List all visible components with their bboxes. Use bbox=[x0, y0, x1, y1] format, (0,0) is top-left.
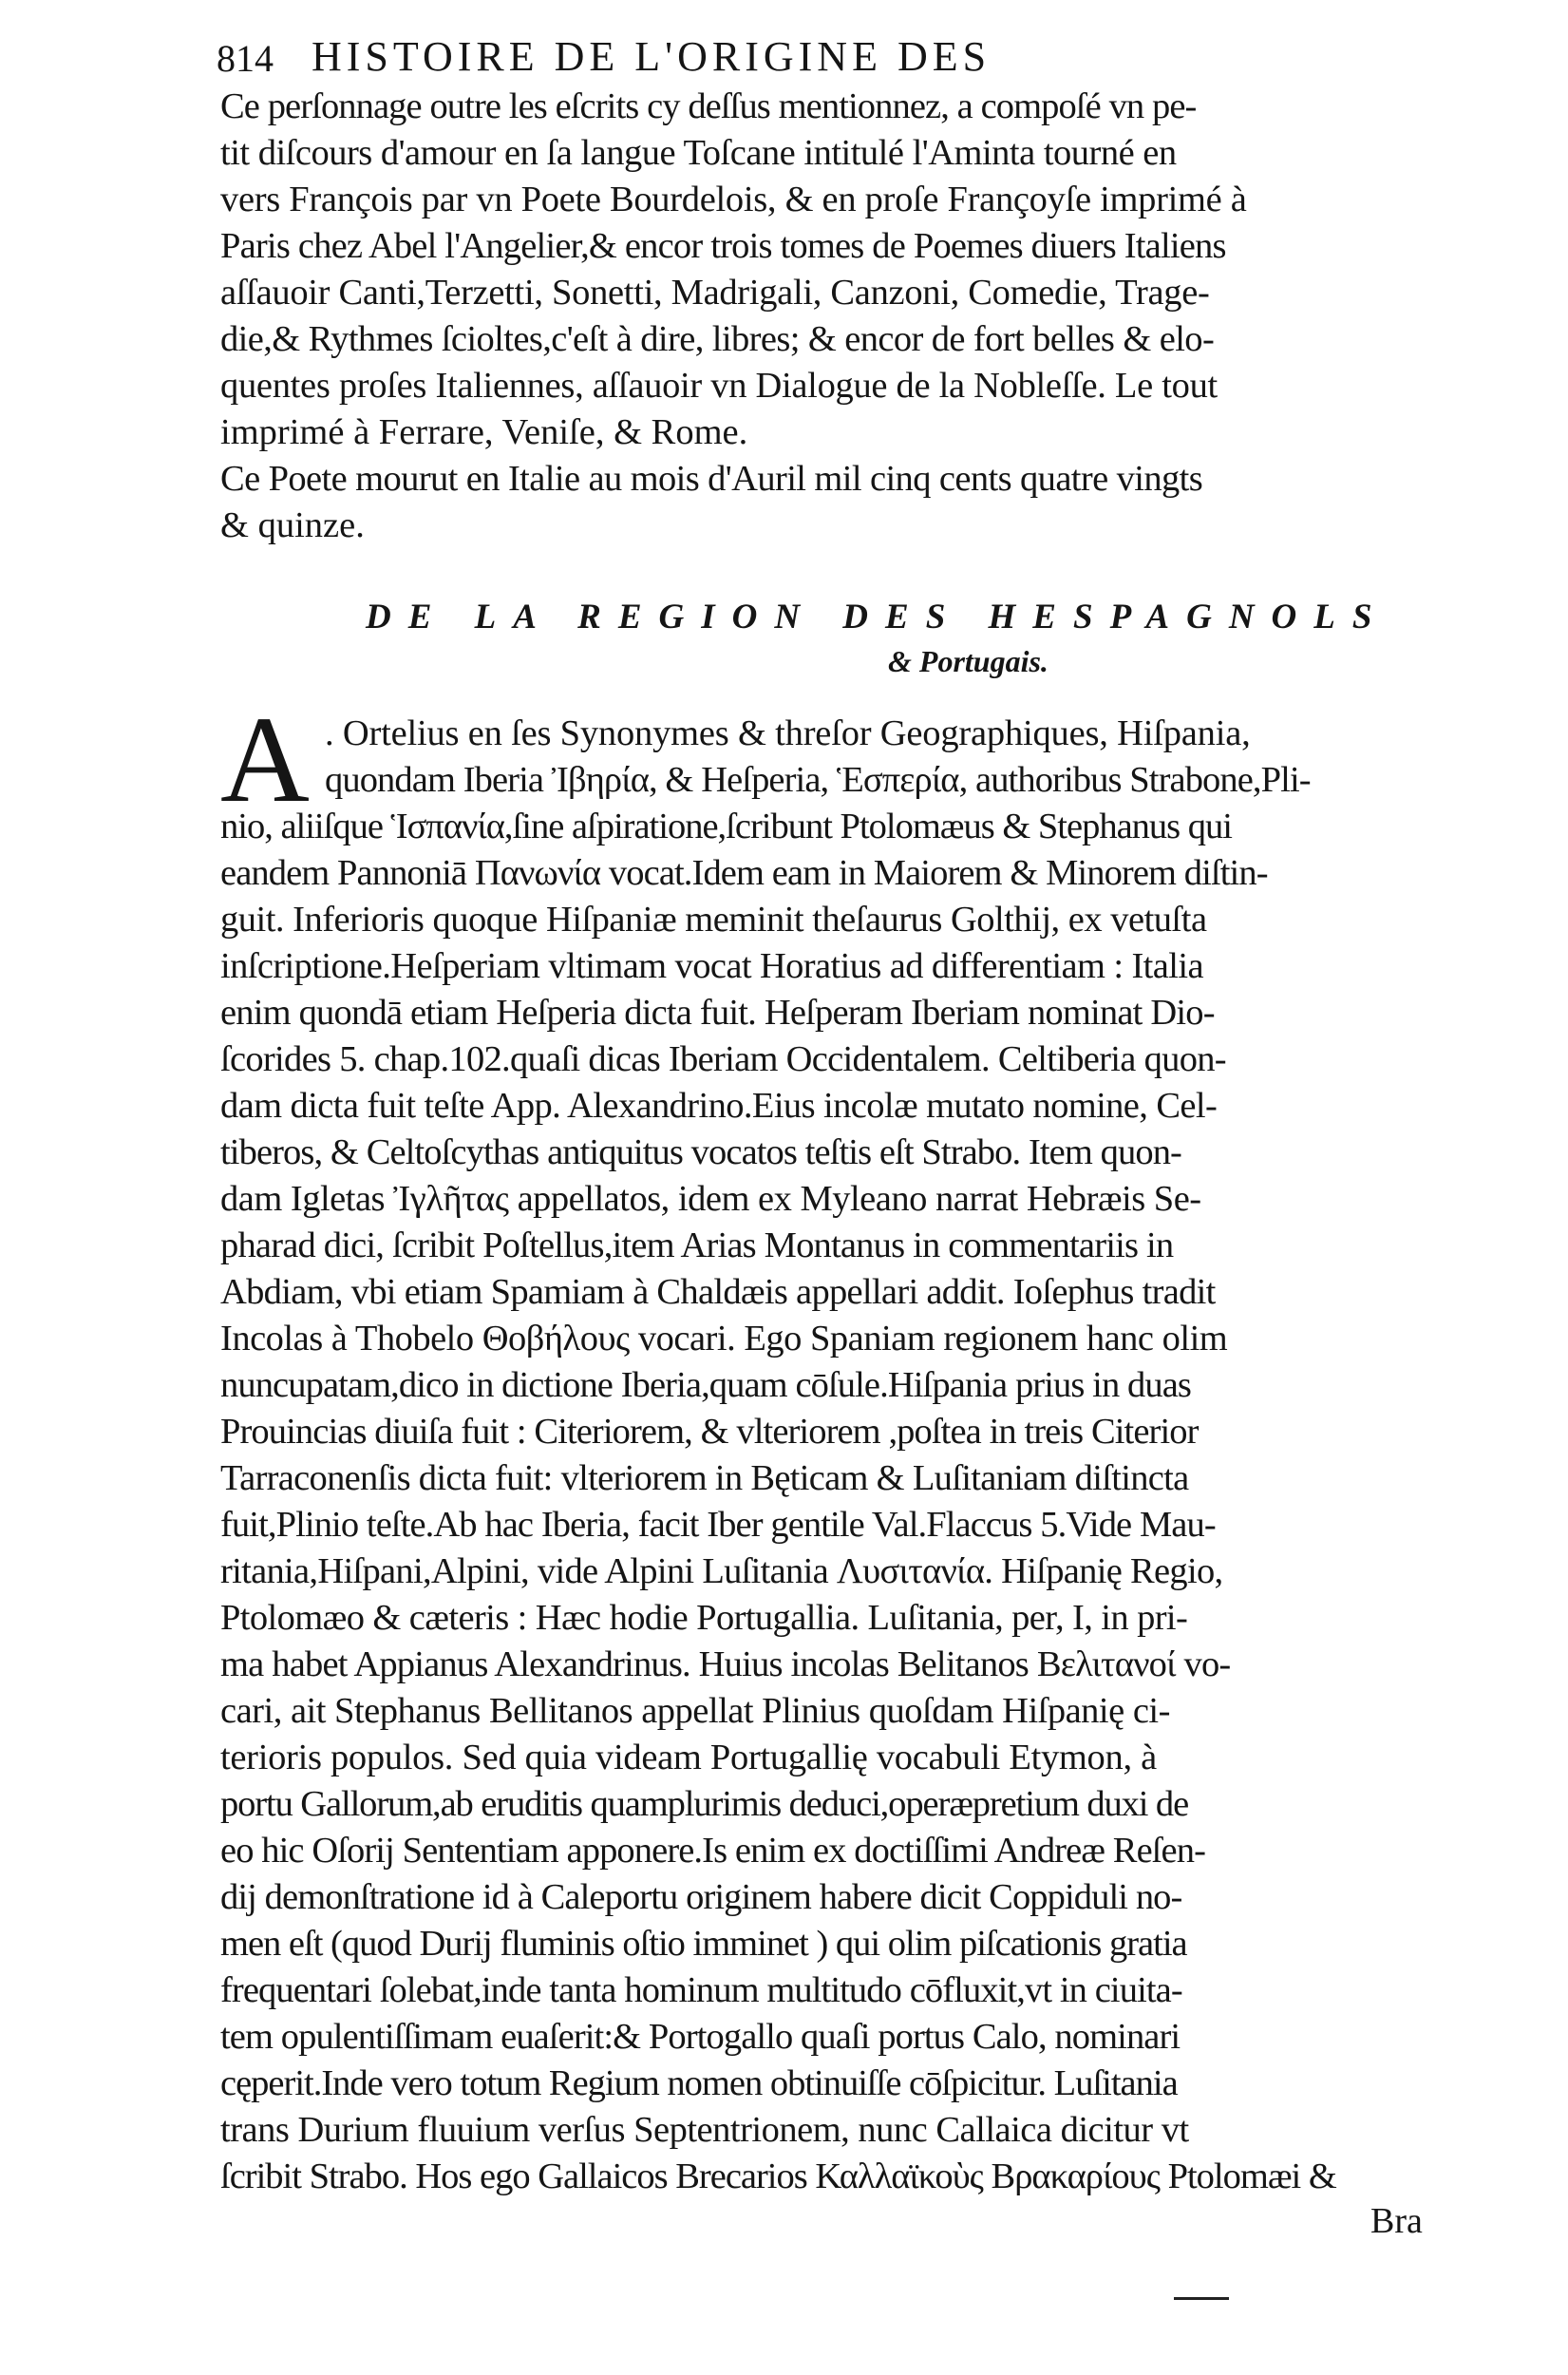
text-line: ſcorides 5. chap.102.quaſi dicas Iberiam Occidentalem. Celtiberia quon- bbox=[220, 1039, 1226, 1079]
text-line: tiberos, & Celtoſcythas antiquitus vocatos teſtis eſt Strabo. Item quon- bbox=[220, 1132, 1181, 1172]
text-line: . Ortelius en ſes Synonymes & threſor Geographiques, Hiſpania, bbox=[325, 713, 1251, 753]
section-heading: DE LA REGION DES HESPAGNOLS bbox=[366, 598, 1389, 636]
text-line: men eſt (quod Durij fluminis oſtio imminet ) qui olim piſcationis gratia bbox=[220, 1924, 1187, 1964]
text-line: fuit,Plinio teſte.Ab hac Iberia, facit Iber gentile Val.Flaccus 5.Vide Mau- bbox=[220, 1505, 1216, 1545]
text-line: eandem Pannoniā Πανωνία vocat.Idem eam in Maiorem & Minorem diſtin- bbox=[220, 853, 1268, 893]
text-line: guit. Inferioris quoque Hiſpaniæ meminit theſaurus Golthij, ex vetuſta bbox=[220, 900, 1207, 940]
text-line: ritania,Hiſpani,Alpini, vide Alpini Luſitania Λυσιτανία. Hiſpanię Regio, bbox=[220, 1551, 1223, 1591]
text-line: dam Igletas Ἰγλῆτας appellatos, idem ex Myleano narrat Hebræis Se- bbox=[220, 1179, 1201, 1219]
text-line: & quinze. bbox=[220, 505, 365, 545]
text-line: tit diſcours d'amour en ſa langue Toſcane intitulé l'Aminta tourné en bbox=[220, 133, 1177, 173]
running-title: HISTOIRE DE L'ORIGINE DES bbox=[312, 33, 992, 80]
text-line: dam dicta fuit teſte App. Alexandrino.Eius incolæ mutato nomine, Cel- bbox=[220, 1086, 1218, 1126]
text-line: Paris chez Abel l'Angelier,& encor trois tomes de Poemes diuers Italiens bbox=[220, 226, 1226, 266]
text-line: cari, ait Stephanus Bellitanos appellat Plinius quoſdam Hiſpanię ci- bbox=[220, 1691, 1170, 1731]
text-line: enim quondā etiam Heſperia dicta fuit. Heſperam Iberiam nominat Dio- bbox=[220, 993, 1215, 1033]
text-line: pharad dici, ſcribit Poſtellus,item Arias Montanus in commentariis in bbox=[220, 1226, 1174, 1265]
text-line: ſcribit Strabo. Hos ego Gallaicos Brecarios Καλλαϊκοὺς Βρακαρίους Ptolomæi & bbox=[220, 2156, 1336, 2196]
text-line: trans Durium fluuium verſus Septentrionem, nunc Callaica dicitur vt bbox=[220, 2110, 1189, 2150]
text-line: portu Gallorum,ab eruditis quamplurimis deduci,operæpretium duxi de bbox=[220, 1784, 1189, 1824]
text-line: aſſauoir Canti,Terzetti, Sonetti, Madrigali, Canzoni, Comedie, Trage- bbox=[220, 273, 1210, 313]
printer-ornament bbox=[1174, 2297, 1229, 2300]
text-line: Tarraconenſis dicta fuit: vlteriorem in Bęticam & Luſitaniam diſtincta bbox=[220, 1458, 1189, 1498]
text-line: Ptolomæo & cæteris : Hæc hodie Portugallia. Luſitania, per, I, in pri- bbox=[220, 1598, 1188, 1638]
text-line: Incolas à Thobelo Θοβήλους vocari. Ego Spaniam regionem hanc olim bbox=[220, 1319, 1228, 1358]
text-line: nio, aliiſque Ἱσπανία,ſine aſpiratione,ſcribunt Ptolomæus & Stephanus qui bbox=[220, 807, 1232, 846]
text-line: terioris populos. Sed quia videam Portugallię vocabuli Etymon, à bbox=[220, 1738, 1157, 1777]
page-number: 814 bbox=[217, 37, 274, 80]
page-header bbox=[217, 28, 1432, 86]
text-line: dij demonſtratione id à Caleportu originem habere dicit Coppiduli no- bbox=[220, 1877, 1182, 1917]
text-line: ma habet Appianus Alexandrinus. Huius incolas Belitanos Βελιτανοί vo- bbox=[220, 1644, 1231, 1684]
text-line: nuncupatam,dico in dictione Iberia,quam cōſule.Hiſpania prius in duas bbox=[220, 1365, 1192, 1405]
text-line: cęperit.Inde vero totum Regium nomen obtinuiſſe cōſpicitur. Luſitania bbox=[220, 2063, 1178, 2103]
text-line: quentes proſes Italiennes, aſſauoir vn Dialogue de la Nobleſſe. Le tout bbox=[220, 366, 1218, 406]
text-line: quondam Iberia Ἰβηρία, & Heſperia, Ἑσπερία, authoribus Strabone,Pli- bbox=[325, 760, 1311, 800]
drop-cap: A bbox=[220, 692, 310, 828]
text-line: Prouincias diuiſa fuit : Citeriorem, & vlteriorem ,poſtea in treis Citerior bbox=[220, 1412, 1199, 1452]
text-line: imprimé à Ferrare, Veniſe, & Rome. bbox=[220, 412, 748, 452]
text-line: Ce perſonnage outre les eſcrits cy deſſus mentionnez, a compoſé vn pe- bbox=[220, 86, 1197, 126]
text-line: die,& Rythmes ſcioltes,c'eſt à dire, libres; & encor de fort belles & elo- bbox=[220, 319, 1215, 359]
text-line: eo hic Oſorij Sententiam apponere.Is enim ex doctiſſimi Andreæ Reſen- bbox=[220, 1831, 1206, 1871]
text-line: frequentari ſolebat,inde tanta hominum multitudo cōfluxit,vt in ciuita- bbox=[220, 1970, 1182, 2010]
text-line: inſcriptione.Heſperiam vltimam vocat Horatius ad differentiam : Italia bbox=[220, 946, 1203, 986]
text-line: vers François par vn Poete Bourdelois, & en proſe Françoyſe imprimé à bbox=[220, 180, 1247, 219]
section-subheading: & Portugais. bbox=[888, 644, 1048, 678]
text-line: Ce Poete mourut en Italie au mois d'Auril mil cinq cents quatre vingts bbox=[220, 459, 1203, 499]
catchword: Bra bbox=[1370, 2201, 1423, 2241]
text-line: tem opulentiſſimam euaſerit:& Portogallo quaſi portus Calo, nominari bbox=[220, 2017, 1181, 2057]
text-line: Abdiam, vbi etiam Spamiam à Chaldæis appellari addit. Ioſephus tradit bbox=[220, 1272, 1216, 1312]
